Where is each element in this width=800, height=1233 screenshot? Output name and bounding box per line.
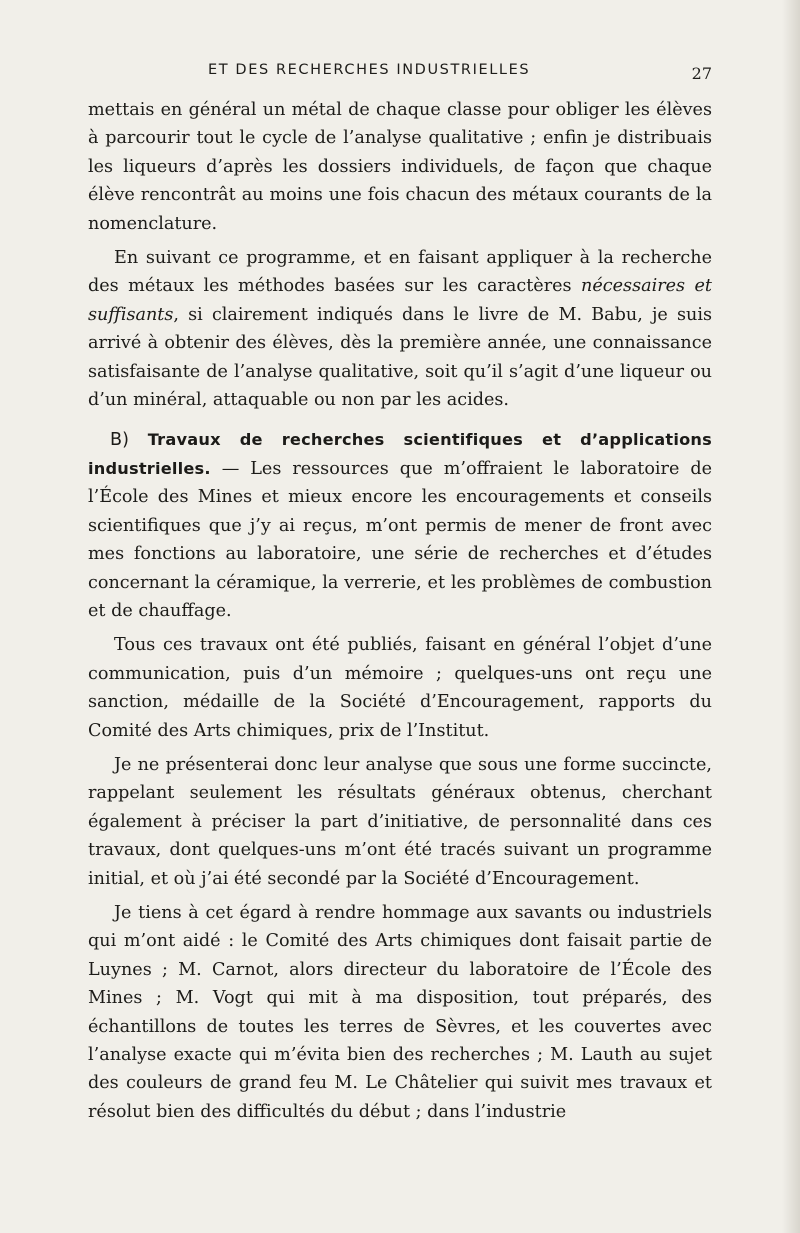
section-title: Travaux de recherches scientifiques et d’applications industrielles. [88, 430, 712, 478]
paragraph-6: Je tiens à cet égard à rendre hommage aux savants ou industriels qui m’ont aidé : le Comité des Arts chimiques dont faisait partie de Luynes ; M. Carnot, alors directeur du laboratoire de l’École des Mines ; M. Vogt qui mit à ma disposition, tout préparés, des échantillons de toutes les terres de Sèvres, et les couvertes avec l’analyse exacte qui m’évita bien des recherches ; M. Lauth au sujet des couleurs de grand feu M. Le Châtelier qui suivit mes travaux et résolut bien des difficultés du début ; dans l’industrie [88, 902, 712, 1122]
section-b-paragraph [88, 426, 712, 625]
page-edge-shadow [782, 0, 800, 1233]
paragraph-2 [88, 244, 712, 414]
section-b-text: — Les ressources que m’offraient le laboratoire de l’École des Mines et mieux encore les encouragements et conseils scientifiques que j’y ai reçus, m’ont permis de mener de front avec mes fonctions au laboratoire, une série de recherches et d’études concernant la céramique, la verrerie, et les problèmes de combustion et de chauffage. [88, 458, 712, 621]
running-header [88, 62, 712, 88]
emphasis-text: nécessaires et suffisants [88, 276, 713, 325]
paragraph-4: Tous ces travaux ont été publiés, faisant en général l’objet d’une communication, puis d’un mémoire ; quelques-uns ont reçu une sanction, médaille de la Société d’Encouragement, rapports du Comité des Arts chimiques, prix de l’Institut. [88, 635, 712, 741]
body-text [88, 96, 712, 1132]
paragraph-1: mettais en général un métal de chaque classe pour obliger les élèves à parcourir tout le cycle de l’analyse qualitative ; enfin je distribuais les liqueurs d’après les dossiers individuels, de façon que chaque élève rencontrât au moins une fois chacun des métaux courants de la nomenclature. [88, 100, 712, 234]
page-number: 27 [691, 64, 712, 83]
paragraph-2-continuation: , si clairement indiqués dans le livre de M. Babu, je suis arrivé à obtenir des élèves, dès la première année, une connaissance satisfaisante de l’analyse qualitative, soit qu’il s’agit d’une liqueur ou d’un minéral, attaquable ou non par les acides. [88, 304, 712, 411]
running-title: ET DES RECHERCHES INDUSTRIELLES [208, 62, 531, 78]
section-letter: B) [110, 430, 129, 451]
paragraph-5: Je ne présenterai donc leur analyse que sous une forme succincte, rappelant seulement les résultats généraux obtenus, cherchant également à préciser la part d’initiative, de personnalité dans ces travaux, dont quelques-uns m’ont été tracés suivant un programme initial, et où j’ai été secondé par la Société d’Encouragement. [88, 754, 712, 889]
paragraph-2-text: En suivant ce programme, et en faisant appliquer à la recherche des métaux les méthodes basées sur les caractères [88, 248, 712, 297]
